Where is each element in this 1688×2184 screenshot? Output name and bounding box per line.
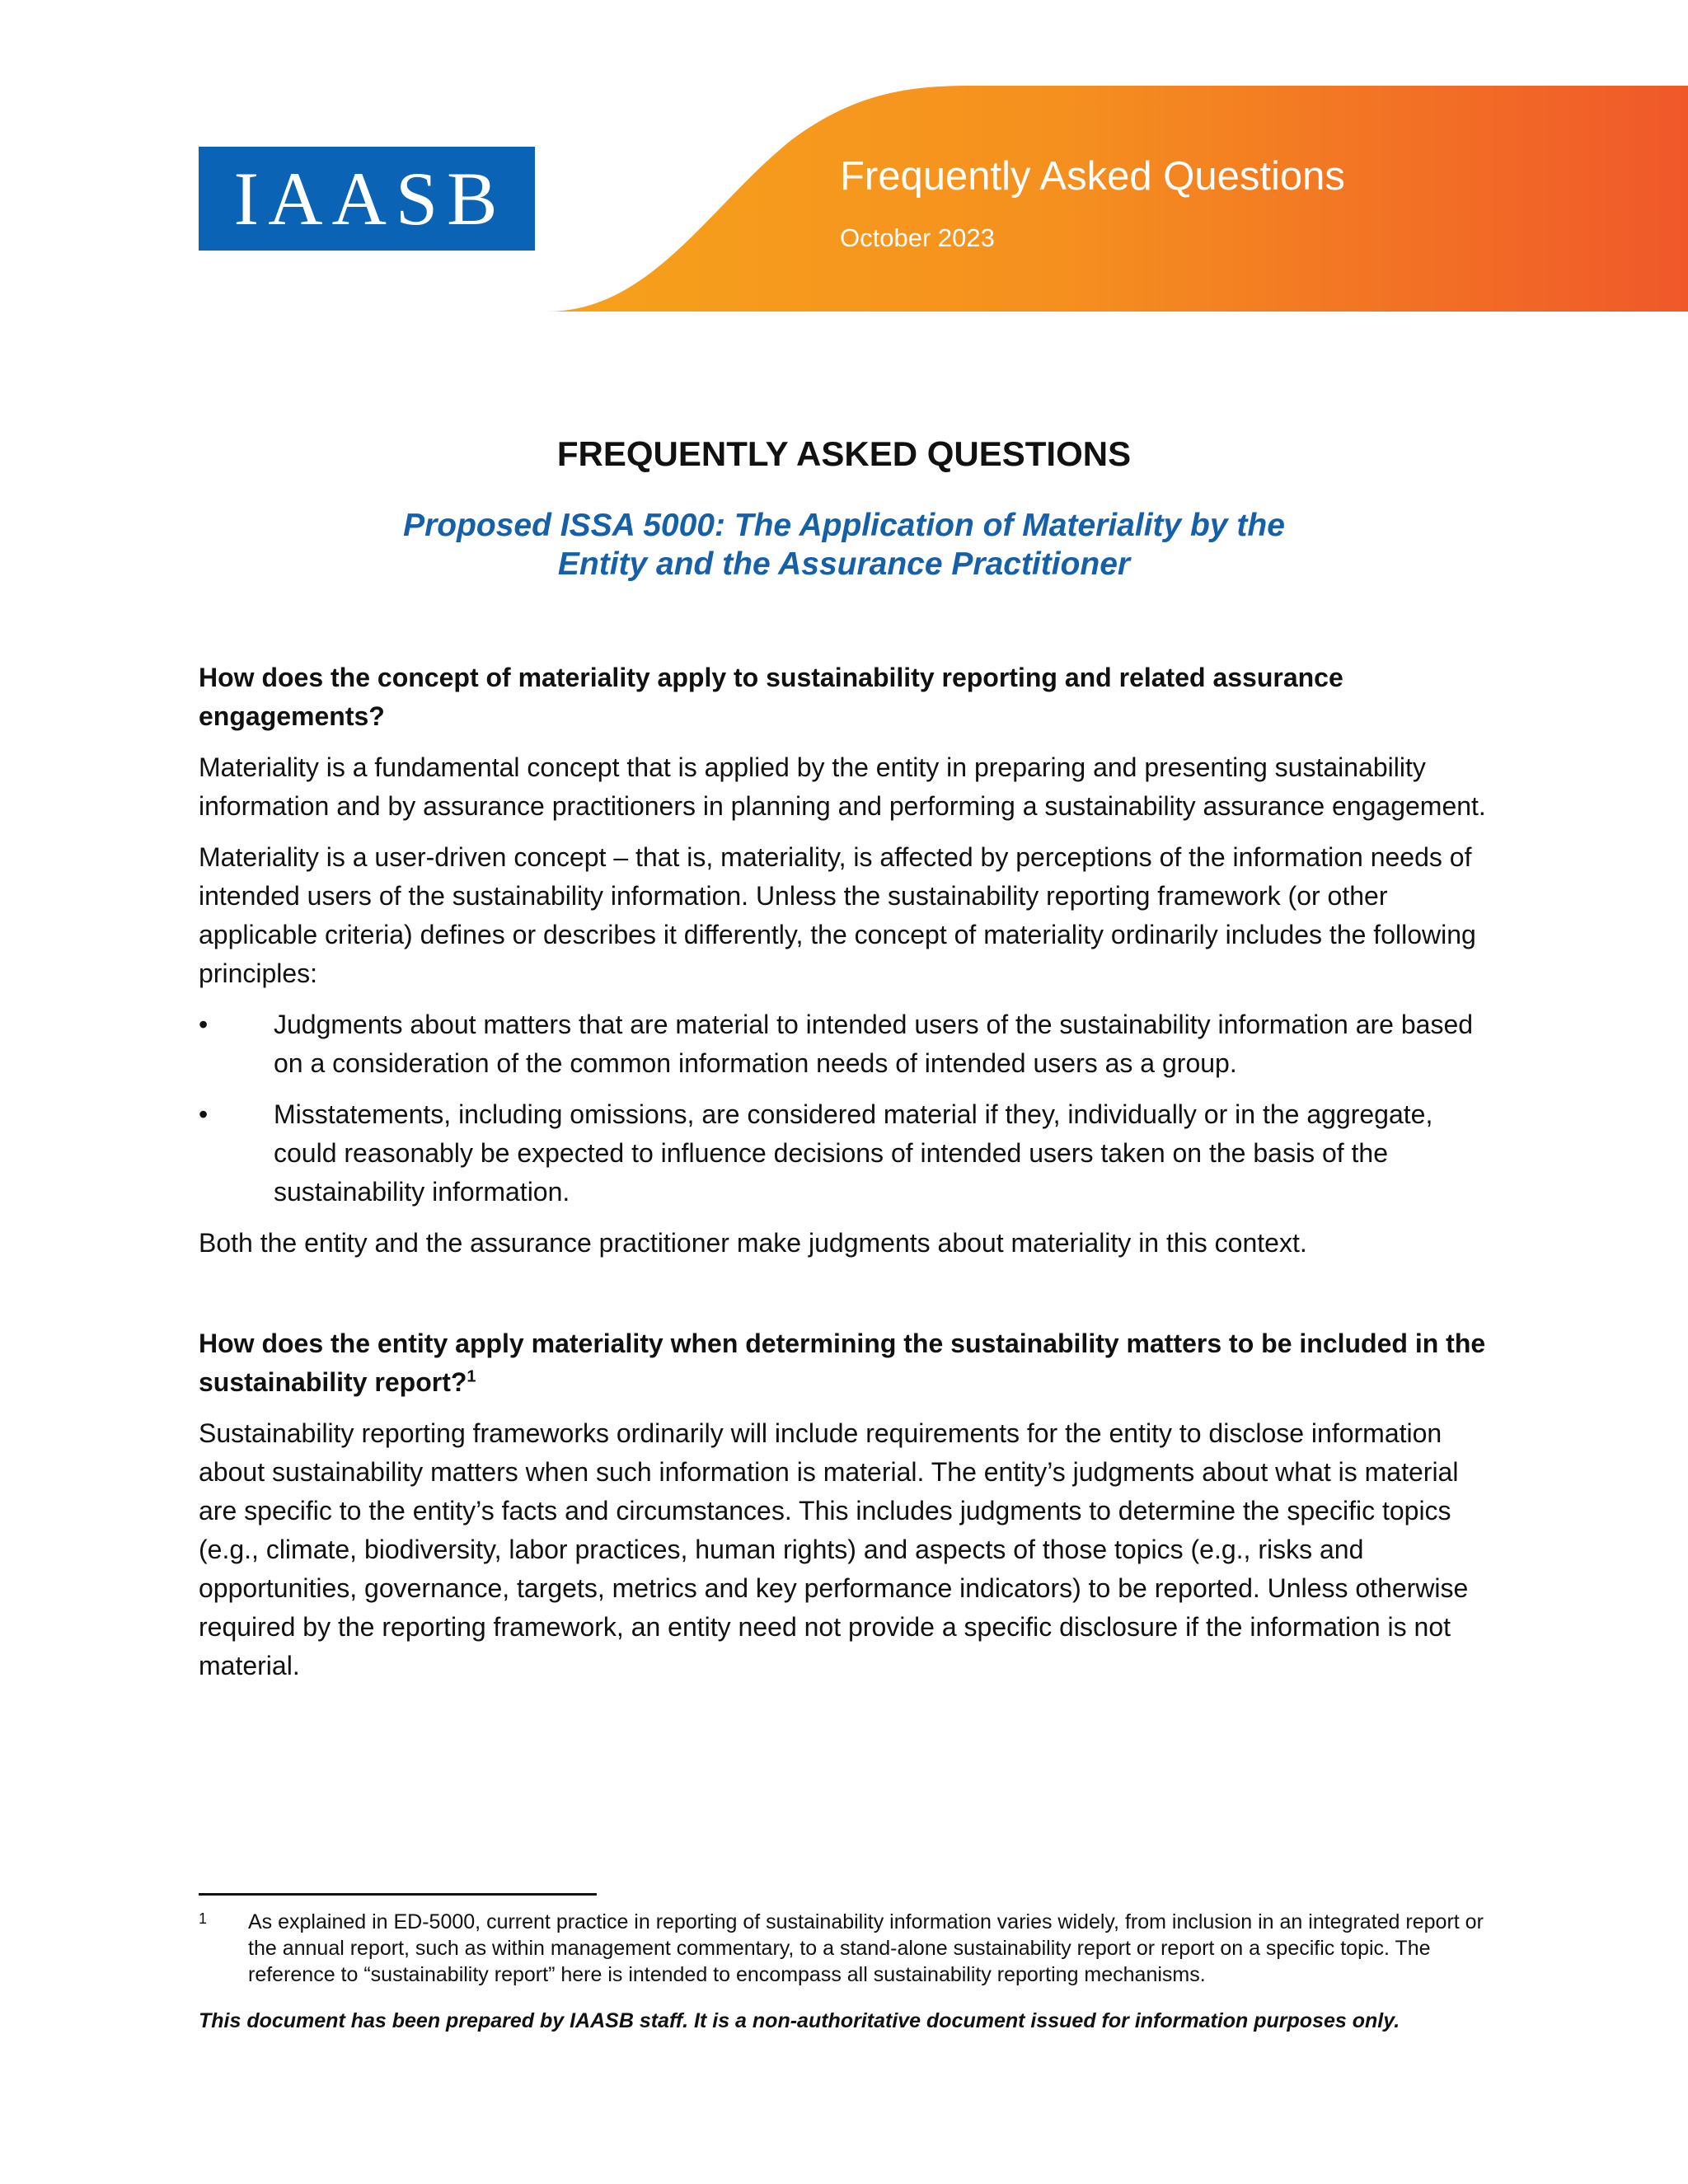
section-spacer xyxy=(199,1275,1491,1324)
faq-content xyxy=(199,658,1491,1698)
bullet-icon: • xyxy=(199,1010,209,1039)
answer-2-paragraph: Sustainability reporting frameworks ordinarily will include requirements for the entity to disclose information about sustainability matters when such information is material. The entity’s judgments about what is material are specific to the entity’s facts and circumstances. This includes judgments to determine the specific topics (e.g., climate, biodiversity, labor practices, human rights) and aspects of those topics (e.g., risks and opportunities, governance, targets, metrics and key performance indicators) to be reported. Unless otherwise required by the reporting framework, an entity need not provide a specific disclosure if the information is not material. xyxy=(199,1418,1469,1680)
answer-1-paragraph-1: Materiality is a fundamental concept that is applied by the entity in preparing and presenting sustainability information and by assurance practitioners in planning and performing a sustainability assurance engagement. xyxy=(199,752,1486,821)
footnote-number: 1 xyxy=(199,1910,208,1927)
disclaimer: This document has been prepared by IAASB staff. It is a non-authoritative document issued for information purposes only. xyxy=(199,2009,1400,2032)
banner-title: Frequently Asked Questions xyxy=(840,154,1345,199)
answer-1-closing: Both the entity and the assurance practitioner make judgments about materiality in this context. xyxy=(199,1228,1307,1258)
bullet-item xyxy=(199,1005,1491,1083)
footnote-reference[interactable]: 1 xyxy=(467,1367,476,1386)
bullet-icon: • xyxy=(199,1099,209,1129)
iaasb-logo: IAASB xyxy=(199,147,535,251)
footnote xyxy=(199,1909,1491,1988)
page-subtitle xyxy=(247,506,1441,583)
question-2-text: How does the entity apply materiality when determining the sustainability matters to be included in the sustainability report? xyxy=(199,1329,1486,1397)
footnote-divider xyxy=(199,1893,597,1896)
bullet-text: Misstatements, including omissions, are considered material if they, individually or in the aggregate, could reasonably be expected to influence decisions of intended users taken on the basis of the sustainability information. xyxy=(274,1099,1433,1207)
bullet-item xyxy=(199,1095,1491,1212)
question-2 xyxy=(199,1324,1491,1402)
subtitle-line-2: Entity and the Assurance Practitioner xyxy=(557,546,1131,582)
banner-date: October 2023 xyxy=(840,223,995,252)
bullet-text: Judgments about matters that are material to intended users of the sustainability information are based on a consideration of the common information needs of intended users as a group. xyxy=(274,1010,1474,1078)
question-1: How does the concept of materiality apply to sustainability reporting and related assurance engagements? xyxy=(199,663,1343,731)
answer-1-paragraph-2: Materiality is a user-driven concept – that is, materiality, is affected by perceptions of the information needs of intended users of the sustainability information. Unless the sustainability reporting framework (or other applicable criteria) defines or describes it differently, the concept of materiality ordinarily includes the following principles: xyxy=(199,842,1476,988)
page-title: FREQUENTLY ASKED QUESTIONS xyxy=(556,434,1132,473)
footnote-text: As explained in ED-5000, current practice in reporting of sustainability information varies widely, from inclusion in an integrated report or the annual report, such as within management commentary, to a stand-alone sustainability report or report on a specific topic. The reference to “sustainability report” here is intended to encompass all sustainability reporting mechanisms. xyxy=(248,1910,1484,1986)
subtitle-line-1: Proposed ISSA 5000: The Application of Materiality by the xyxy=(403,508,1285,543)
